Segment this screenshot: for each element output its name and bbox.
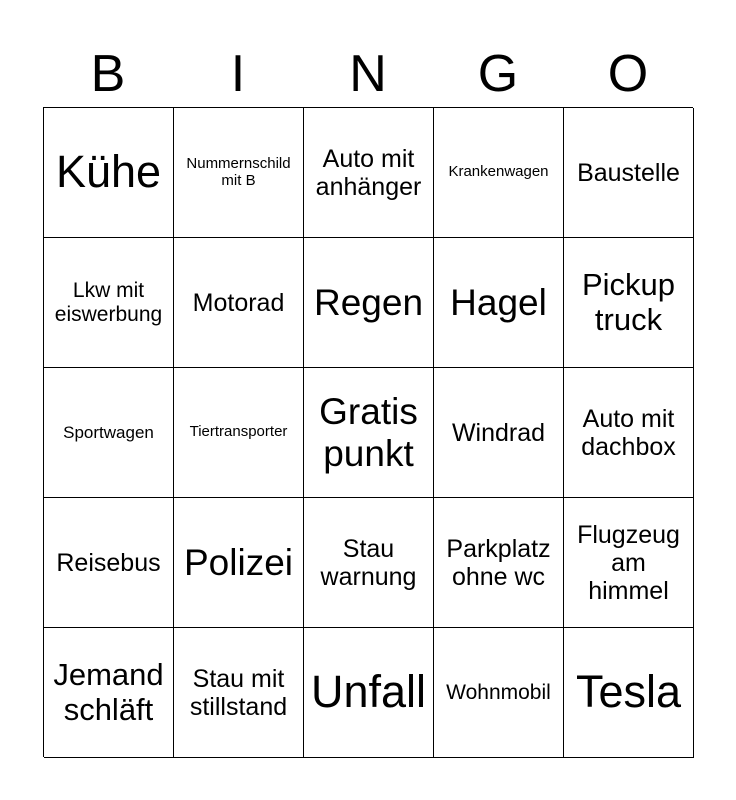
header-letter-b: B xyxy=(90,45,126,103)
cell-label: Parkplatz ohne wc xyxy=(446,534,551,591)
bingo-cell[interactable] xyxy=(304,498,434,628)
cell-label: Tiertransporter xyxy=(189,423,288,441)
header-letter-o: O xyxy=(607,45,649,103)
cell-label: Stau mit stillstand xyxy=(189,664,288,721)
cell-label: Krankenwagen xyxy=(448,163,549,181)
bingo-cell[interactable] xyxy=(174,628,304,758)
bingo-cell[interactable] xyxy=(44,498,174,628)
cell-label: Flugzeug am himmel xyxy=(577,520,680,605)
bingo-cell[interactable] xyxy=(564,238,694,368)
cell-label: Windrad xyxy=(451,418,546,447)
cell-label: Wohnmobil xyxy=(446,680,551,704)
header-letter-g: G xyxy=(477,45,519,103)
bingo-header xyxy=(43,40,693,108)
bingo-cell[interactable] xyxy=(434,628,564,758)
header-letter-i: I xyxy=(230,45,246,103)
header-letter-n: N xyxy=(349,45,387,103)
cell-label: Auto mit dachbox xyxy=(581,404,676,461)
bingo-cell[interactable] xyxy=(44,238,174,368)
bingo-cell[interactable] xyxy=(44,628,174,758)
bingo-cell[interactable] xyxy=(174,498,304,628)
bingo-cell[interactable] xyxy=(304,628,434,758)
bingo-cell[interactable] xyxy=(434,368,564,498)
bingo-cell[interactable] xyxy=(174,238,304,368)
cell-label: Tesla xyxy=(575,666,682,718)
cell-label: Baustelle xyxy=(577,158,680,187)
cell-label: Kühe xyxy=(55,146,162,198)
cell-label: Unfall xyxy=(310,666,427,718)
bingo-cell[interactable] xyxy=(44,368,174,498)
cell-label: Hagel xyxy=(450,281,547,323)
bingo-cell[interactable] xyxy=(174,368,304,498)
cell-label: Pickup truck xyxy=(581,266,676,337)
bingo-cell[interactable] xyxy=(434,498,564,628)
cell-label: Lkw mit eiswerbung xyxy=(54,278,163,326)
bingo-cell[interactable] xyxy=(44,108,174,238)
bingo-cell[interactable] xyxy=(434,108,564,238)
free-space-cell[interactable] xyxy=(304,368,434,498)
cell-label: Jemand schläft xyxy=(53,656,164,727)
bingo-cell[interactable] xyxy=(564,368,694,498)
bingo-cell[interactable] xyxy=(304,238,434,368)
bingo-cell[interactable] xyxy=(564,108,694,238)
cell-label: Gratis punkt xyxy=(319,391,418,474)
cell-label: Stau warnung xyxy=(320,534,417,591)
cell-label: Nummernschild mit B xyxy=(186,154,291,189)
cell-label: Regen xyxy=(313,281,424,323)
bingo-cell[interactable] xyxy=(564,628,694,758)
bingo-cell[interactable] xyxy=(304,108,434,238)
bingo-cell[interactable] xyxy=(174,108,304,238)
bingo-card-grid xyxy=(43,107,693,757)
cell-label: Reisebus xyxy=(56,548,161,577)
cell-label: Motorad xyxy=(192,288,285,317)
bingo-cell[interactable] xyxy=(564,498,694,628)
cell-label: Polizei xyxy=(184,541,293,583)
bingo-cell[interactable] xyxy=(434,238,564,368)
cell-label: Sportwagen xyxy=(63,422,154,442)
cell-label: Auto mit anhänger xyxy=(315,144,422,201)
